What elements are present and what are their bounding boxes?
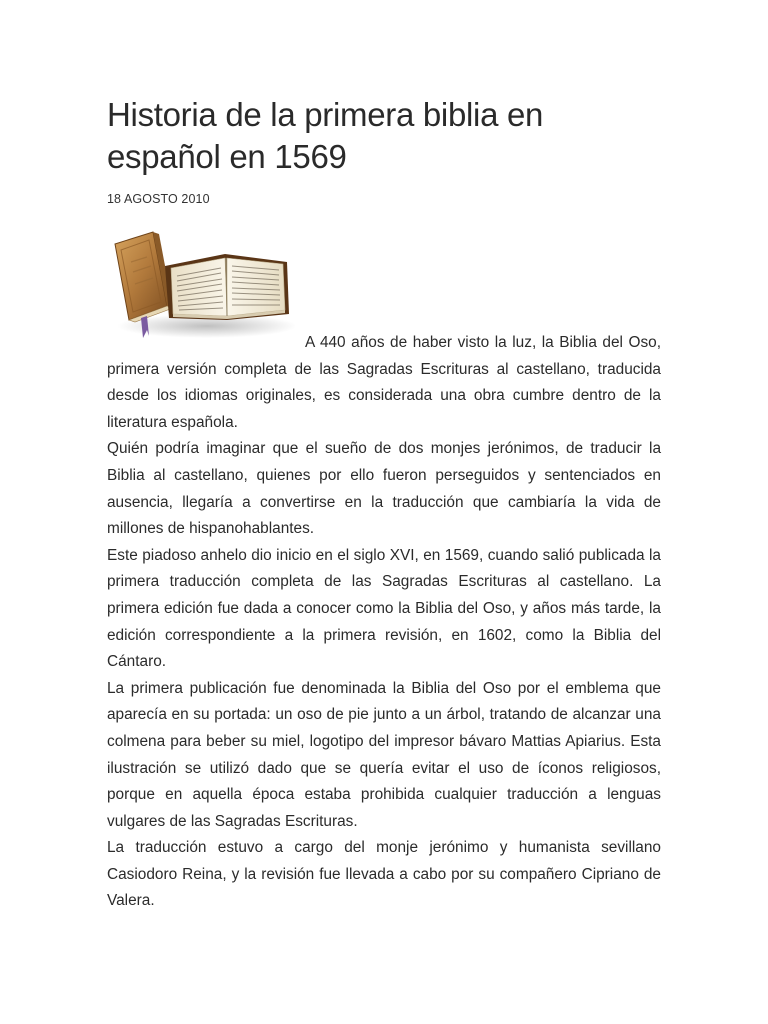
article-paragraph: Este piadoso anhelo dio inicio en el siglo XVI, en 1569, cuando salió publicada la primera traducción completa de las Sagradas Escrituras al castellano. La primera edición fue dada a conocer como la Biblia del Oso, y años más tarde, la edición correspondiente a la primera revisión, en 1602, como la Biblia del Cántaro. xyxy=(107,546,661,671)
article-paragraph: Quién podría imaginar que el sueño de dos monjes jerónimos, de traducir la Biblia al castellano, quienes por ello fueron perseguidos y sentenciados en ausencia, llegaría a convertirse en la traducción que cambiaría la vida de millones de hispanohablantes. xyxy=(107,440,661,538)
article-date: 18 AGOSTO 2010 xyxy=(107,192,210,206)
article-paragraph: La primera publicación fue denominada la Biblia del Oso por el emblema que aparecía en su portada: un oso de pie junto a un árbol, tratando de alcanzar una colmena para beber su miel, logotipo del impresor bávaro Mattias Apiarius. Esta ilustración se utilizó dado que se quería evitar el uso de íconos religiosos, porque en aquella época estaba prohibida cualquier traducción a lenguas vulgares de las Sagradas Escrituras. xyxy=(107,679,661,830)
article-paragraph: La traducción estuvo a cargo del monje jerónimo y humanista sevillano Casiodoro Reina, y la revisión fue llevada a cabo por su compañero Cipriano de Valera. xyxy=(107,839,661,910)
article-paragraph: A 440 años de haber visto la luz, la Biblia del Oso, primera versión completa de las Sagradas Escrituras al castellano, traducida desde los idiomas originales, es considerada una obra cumbre dentro de la literatura española. xyxy=(107,334,661,431)
article-title: Historia de la primera biblia en español en 1569 xyxy=(107,96,544,175)
open-bible-and-closed-book-icon xyxy=(107,222,295,342)
article-body xyxy=(107,330,661,915)
article-container xyxy=(107,94,661,910)
bible-image xyxy=(107,222,295,342)
